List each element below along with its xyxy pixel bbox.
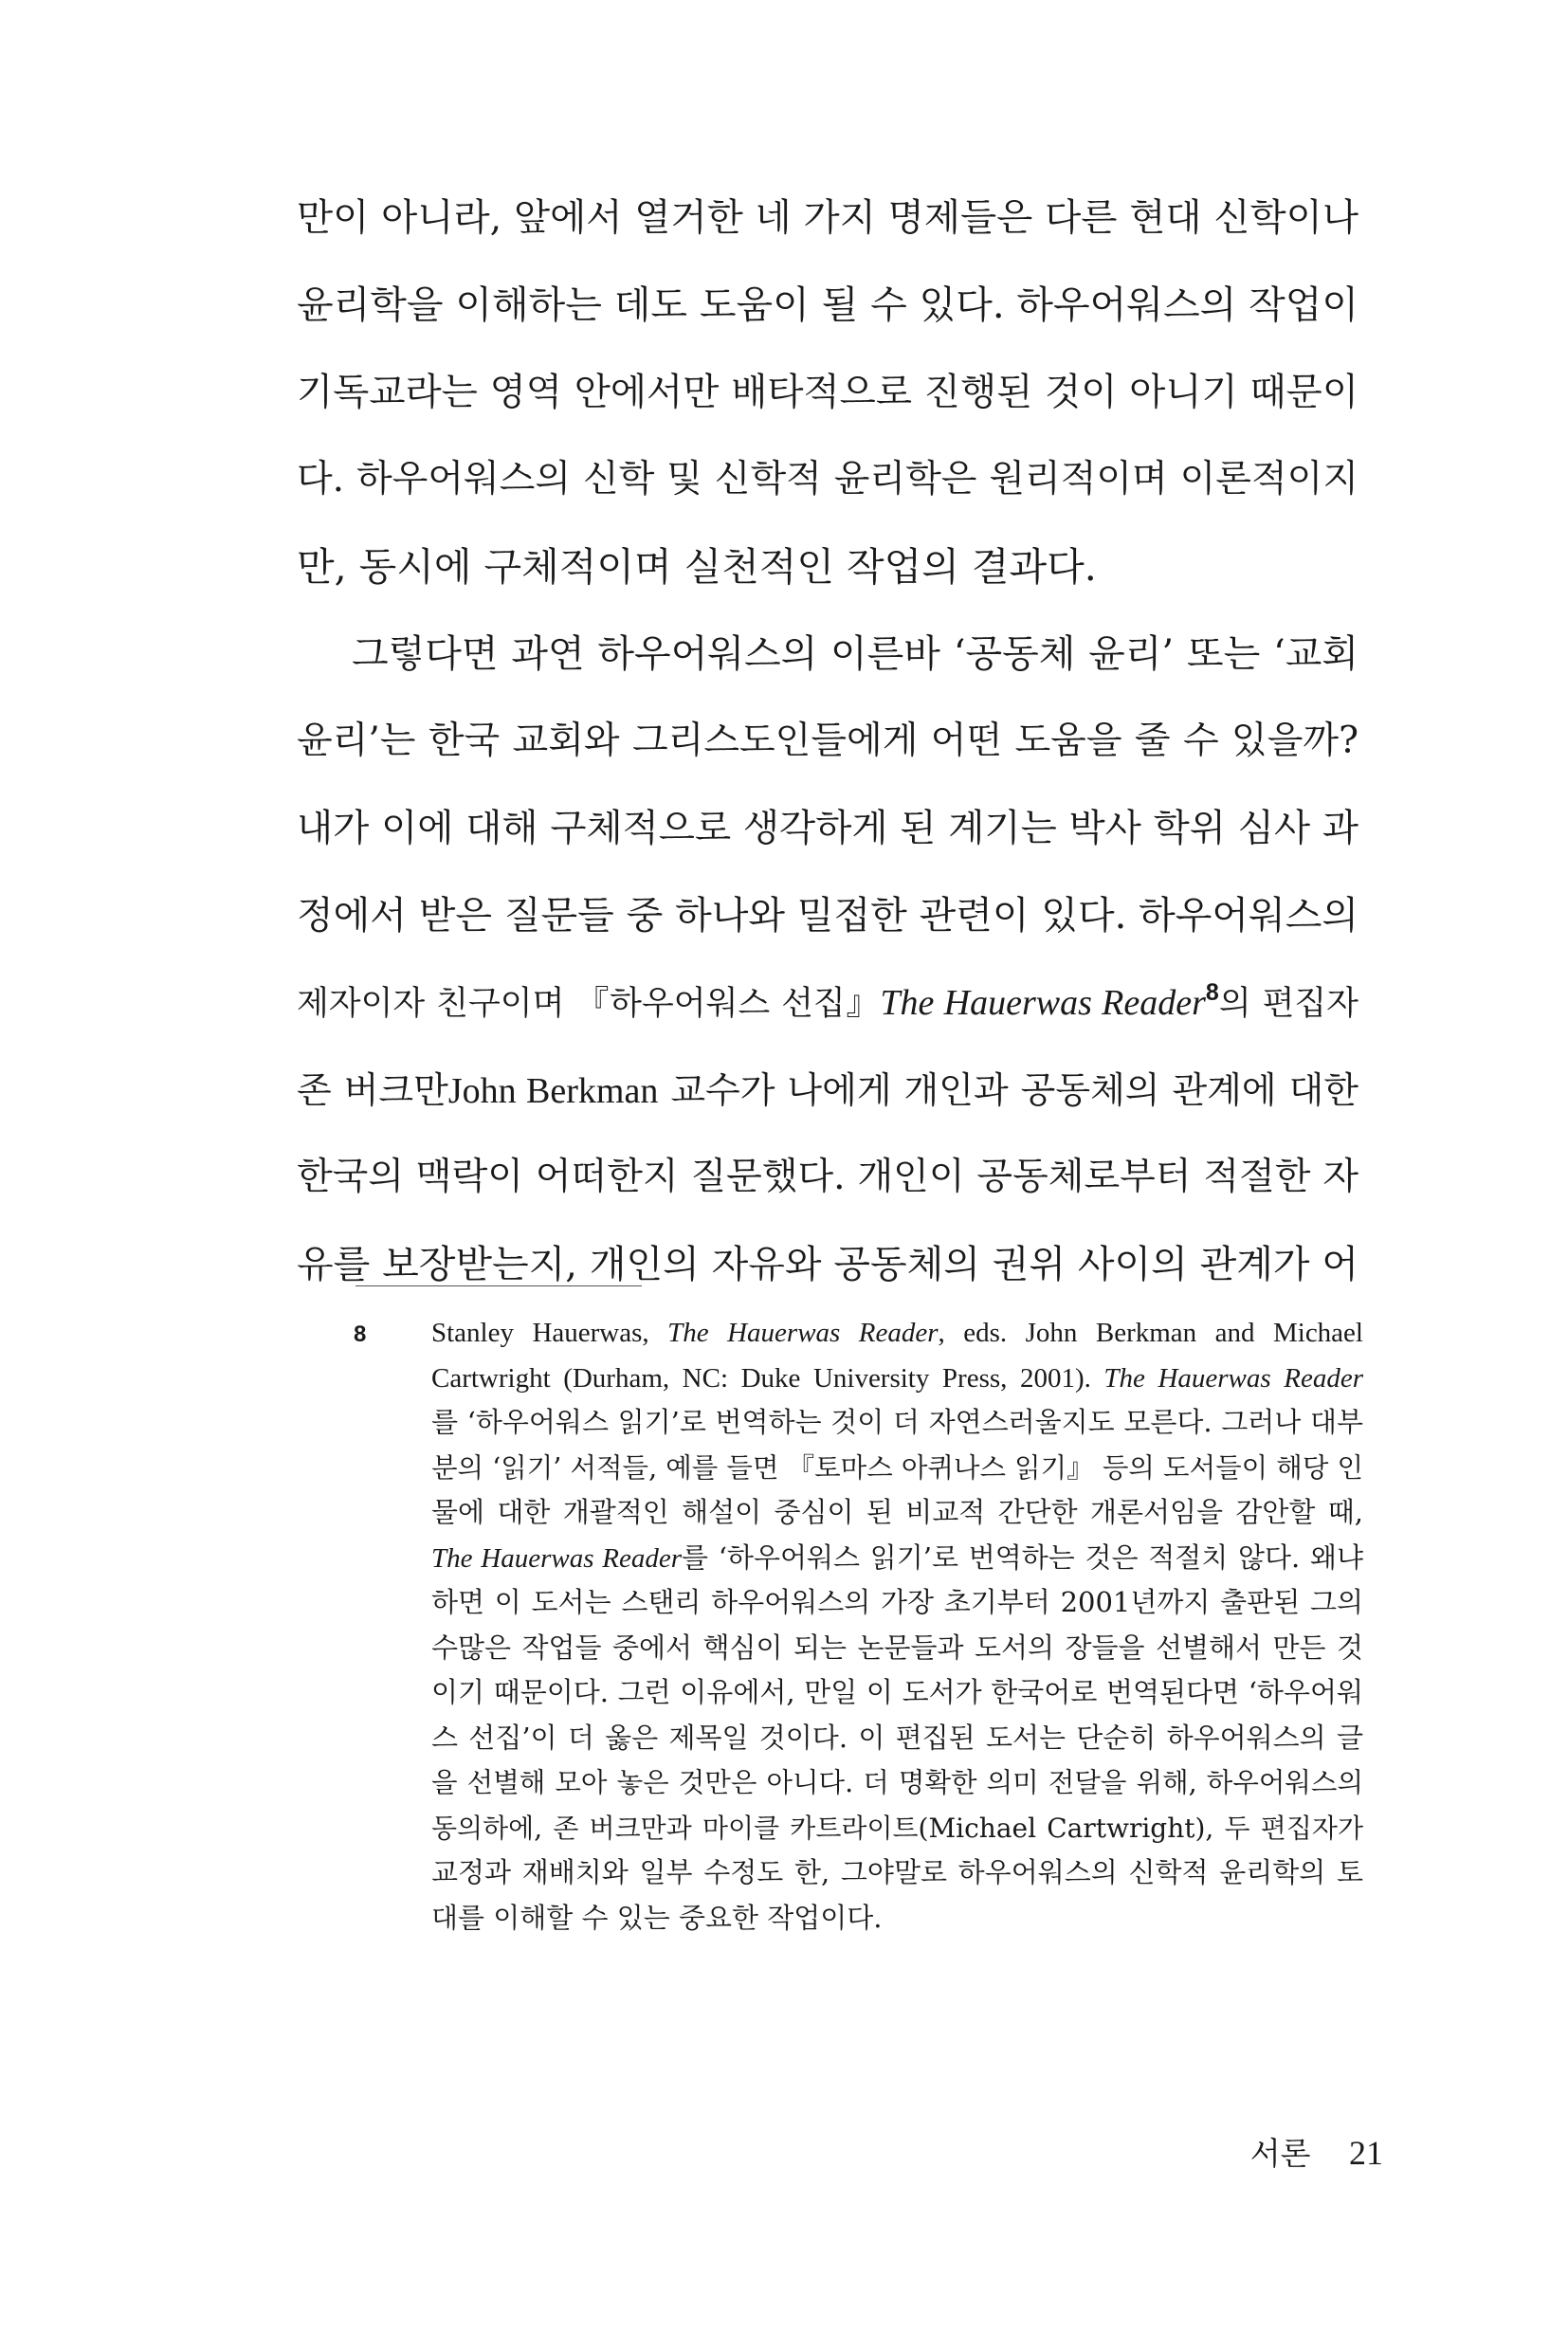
footnote-segment: Cartwright (Durham, NC: Duke University Press, 2001).	[431, 1362, 1104, 1394]
person-name-latin: John Berkman	[447, 1071, 659, 1111]
body-line: 한국의 맥락이 어떠한지 질문했다. 개인이 공동체로부터 적절한 자	[297, 1156, 1358, 1198]
footnote-line: 분의 ‘읽기’ 서적들, 예를 들면 『토마스 아퀴나스 읽기』 등의 도서들이 해당 인	[431, 1451, 1363, 1484]
footnote-line	[431, 1356, 1363, 1401]
body-line: 만이 아니라, 앞에서 열거한 네 가지 명제들은 다른 현대 신학이나	[297, 196, 1358, 240]
footnote-line: 교정과 재배치와 일부 수정도 한, 그야말로 하우어워스의 신학적 윤리학의 토	[431, 1856, 1363, 1888]
body-text-segment: 교수가 나에게 개인과 공동체의 관계에 대한	[658, 1069, 1358, 1111]
body-text-segment: 제자이자 친구이며 『하우어워스 선집』	[297, 985, 881, 1023]
footnote-line: 이기 때문이다. 그런 이유에서, 만일 이 도서가 한국어로 번역된다면 ‘하우어워	[431, 1676, 1363, 1708]
book-title-italic: The Hauerwas Reader	[880, 983, 1206, 1023]
running-footer	[1250, 2129, 1383, 2174]
footnote-line: 대를 이해할 수 있는 중요한 작업이다.	[431, 1901, 883, 1934]
footnote-number: 8	[354, 1321, 367, 1347]
book-title-italic: The Hauerwas Reader	[667, 1318, 939, 1348]
body-line	[297, 959, 1358, 1047]
footnote-line: 를 ‘하우어워스 읽기’로 번역하는 것이 더 자연스러울지도 모른다. 그러나 대부	[431, 1406, 1363, 1438]
footnote-segment: 를 ‘하우어워스 읽기’로 번역하는 것은 적절치 않다. 왜냐	[681, 1540, 1363, 1574]
body-text-segment: 의 편집자	[1218, 985, 1358, 1023]
body-text-segment: 존 버크만	[297, 1069, 448, 1111]
footnote-line: 동의하에, 존 버크만과 마이클 카트라이트(Michael Cartwright), 두 편집자가	[431, 1812, 1363, 1844]
footnote-segment: Stanley Hauerwas,	[431, 1318, 668, 1348]
body-line: 윤리학을 이해하는 데도 도움이 될 수 있다. 하우어워스의 작업이	[297, 283, 1358, 327]
footnote-line: 물에 대한 개괄적인 해설이 중심이 된 비교적 간단한 개론서임을 감안할 때,	[431, 1496, 1363, 1528]
body-line: 만, 동시에 구체적이며 실천적인 작업의 결과다.	[297, 544, 1097, 590]
footnote-line: 하면 이 도서는 스탠리 하우어워스의 가장 초기부터 2001년까지 출판된 그의	[431, 1586, 1363, 1618]
footnote-line: 스 선집’이 더 옳은 제목일 것이다. 이 편집된 도서는 단순히 하우어워스의 글	[431, 1721, 1363, 1754]
footnote-line: 을 선별해 모아 놓은 것만은 아니다. 더 명확한 의미 전달을 위해, 하우어워스의	[431, 1767, 1363, 1798]
body-line: 그렇다면 과연 하우어워스의 이른바 ‘공동체 윤리’ 또는 ‘교회	[352, 632, 1358, 676]
footnote-divider	[356, 1285, 642, 1286]
body-line: 정에서 받은 질문들 중 하나와 밀접한 관련이 있다. 하우어워스의	[297, 894, 1358, 938]
book-title-italic: The Hauerwas Reader	[431, 1542, 682, 1574]
book-title-italic: The Hauerwas Reader	[1103, 1362, 1363, 1394]
body-line: 다. 하우어워스의 신학 및 신학적 윤리학은 원리적이며 이론적이지	[297, 458, 1358, 501]
footnote-line	[431, 1536, 1363, 1581]
body-line: 윤리’는 한국 교회와 그리스도인들에게 어떤 도움을 줄 수 있을까?	[297, 720, 1358, 762]
body-line: 유를 보장받는지, 개인의 자유와 공동체의 권위 사이의 관계가 어	[297, 1243, 1358, 1286]
footnote-body	[431, 1310, 1363, 1941]
footnote-line: 수많은 작업들 중에서 핵심이 되는 논문들과 도서의 장들을 선별해서 만든 것	[431, 1631, 1363, 1664]
page-number: 21	[1349, 2134, 1383, 2172]
body-line: 내가 이에 대해 구체적으로 생각하게 된 계기는 박사 학위 심사 과	[297, 807, 1358, 850]
footnote-reference[interactable]: 8	[1205, 979, 1219, 1006]
body-text	[297, 174, 1358, 1308]
footnote-line	[431, 1310, 1363, 1356]
footnote-segment: , eds. John Berkman and Michael	[938, 1318, 1363, 1348]
body-line	[297, 1047, 1358, 1134]
section-title: 서론	[1249, 2135, 1311, 2172]
body-line: 기독교라는 영역 안에서만 배타적으로 진행된 것이 아니기 때문이	[297, 371, 1358, 414]
